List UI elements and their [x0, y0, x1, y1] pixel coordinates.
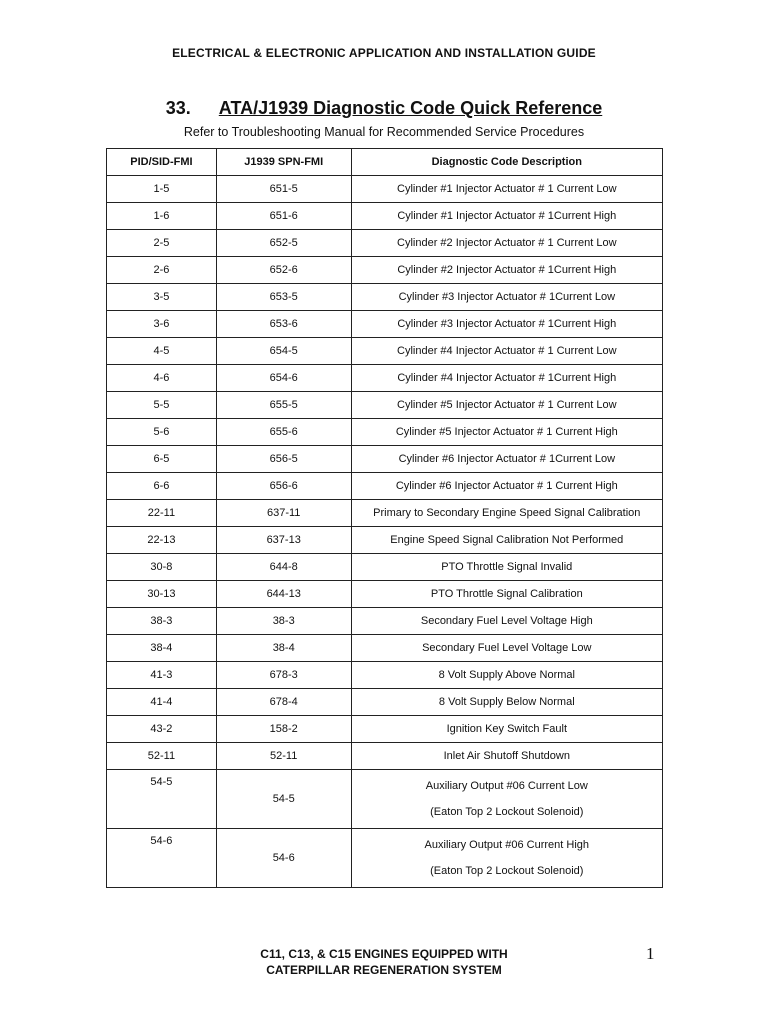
spn-cell: 652-6 [216, 257, 351, 284]
pid-cell: 1-5 [107, 176, 217, 203]
pid-cell: 22-13 [107, 527, 217, 554]
section-title-text: ATA/J1939 Diagnostic Code Quick Reference [218, 98, 603, 118]
description-cell: Cylinder #6 Injector Actuator # 1Current Low [351, 446, 662, 473]
table-row [107, 338, 663, 365]
description-cell: Cylinder #3 Injector Actuator # 1Current Low [351, 284, 662, 311]
footer-line-2: CATERPILLAR REGENERATION SYSTEM [266, 963, 502, 977]
table-row [107, 203, 663, 230]
table-row [107, 743, 663, 770]
description-cell: PTO Throttle Signal Calibration [351, 581, 662, 608]
spn-cell: 637-13 [216, 527, 351, 554]
page-number: 1 [646, 944, 655, 963]
table-row [107, 716, 663, 743]
description-note: (Eaton Top 2 Lockout Solenoid) [430, 806, 584, 818]
table-row [107, 419, 663, 446]
table-row [107, 311, 663, 338]
description-cell: Secondary Fuel Level Voltage Low [351, 635, 662, 662]
pid-cell: 2-5 [107, 230, 217, 257]
column-header-spn: J1939 SPN-FMI [216, 149, 351, 176]
table-row [107, 176, 663, 203]
table-row [107, 446, 663, 473]
description-cell: Cylinder #2 Injector Actuator # 1Current High [351, 257, 662, 284]
table-row [107, 554, 663, 581]
table-row [107, 527, 663, 554]
pid-cell: 4-6 [107, 365, 217, 392]
spn-cell: 644-13 [216, 581, 351, 608]
description-cell: Primary to Secondary Engine Speed Signal Calibration [351, 500, 662, 527]
description-cell: Cylinder #5 Injector Actuator # 1 Current High [351, 419, 662, 446]
pid-cell: 3-6 [107, 311, 217, 338]
table-row [107, 473, 663, 500]
section-title [0, 98, 768, 119]
table-row [107, 608, 663, 635]
pid-cell: 30-8 [107, 554, 217, 581]
description-cell: Engine Speed Signal Calibration Not Performed [351, 527, 662, 554]
table-row [107, 365, 663, 392]
description-cell: Cylinder #1 Injector Actuator # 1Current High [351, 203, 662, 230]
pid-cell: 52-11 [107, 743, 217, 770]
pid-cell: 41-3 [107, 662, 217, 689]
description-cell: Cylinder #4 Injector Actuator # 1 Current Low [351, 338, 662, 365]
table-row [107, 581, 663, 608]
spn-cell: 678-4 [216, 689, 351, 716]
table-row [107, 829, 663, 888]
spn-cell: 653-6 [216, 311, 351, 338]
spn-cell: 644-8 [216, 554, 351, 581]
table-row [107, 689, 663, 716]
table-header-row [107, 149, 663, 176]
pid-cell: 5-5 [107, 392, 217, 419]
pid-cell: 6-6 [107, 473, 217, 500]
description-cell: PTO Throttle Signal Invalid [351, 554, 662, 581]
description-cell: Cylinder #3 Injector Actuator # 1Current High [351, 311, 662, 338]
description-cell: Inlet Air Shutoff Shutdown [351, 743, 662, 770]
pid-cell: 3-5 [107, 284, 217, 311]
diagnostic-code-table [106, 148, 663, 888]
description-cell: Cylinder #2 Injector Actuator # 1 Current Low [351, 230, 662, 257]
table-row [107, 392, 663, 419]
description-cell: 8 Volt Supply Above Normal [351, 662, 662, 689]
description-line: Auxiliary Output #06 Current High [424, 839, 590, 851]
description-cell: 8 Volt Supply Below Normal [351, 689, 662, 716]
table-row [107, 500, 663, 527]
spn-cell: 654-6 [216, 365, 351, 392]
spn-cell: 651-6 [216, 203, 351, 230]
table-row [107, 257, 663, 284]
pid-cell: 54-6 [107, 829, 217, 888]
description-cell: Secondary Fuel Level Voltage High [351, 608, 662, 635]
pid-cell: 1-6 [107, 203, 217, 230]
pid-cell: 22-11 [107, 500, 217, 527]
spn-cell: 654-5 [216, 338, 351, 365]
spn-cell: 38-3 [216, 608, 351, 635]
document-header: ELECTRICAL & ELECTRONIC APPLICATION AND INSTALLATION GUIDE [172, 46, 596, 60]
spn-cell: 158-2 [216, 716, 351, 743]
table-row [107, 770, 663, 829]
spn-cell: 38-4 [216, 635, 351, 662]
table-row [107, 284, 663, 311]
description-cell: Cylinder #4 Injector Actuator # 1Current High [351, 365, 662, 392]
pid-cell: 38-3 [107, 608, 217, 635]
description-cell: Cylinder #5 Injector Actuator # 1 Current Low [351, 392, 662, 419]
pid-cell: 5-6 [107, 419, 217, 446]
column-header-pid: PID/SID-FMI [107, 149, 217, 176]
footer-line-1: C11, C13, & C15 ENGINES EQUIPPED WITH [260, 947, 508, 961]
description-cell: Ignition Key Switch Fault [351, 716, 662, 743]
spn-cell: 655-5 [216, 392, 351, 419]
spn-cell: 653-5 [216, 284, 351, 311]
pid-cell: 38-4 [107, 635, 217, 662]
description-note: (Eaton Top 2 Lockout Solenoid) [430, 865, 584, 877]
spn-cell: 678-3 [216, 662, 351, 689]
table-row [107, 230, 663, 257]
description-cell: Cylinder #6 Injector Actuator # 1 Current High [351, 473, 662, 500]
spn-cell: 656-6 [216, 473, 351, 500]
spn-cell: 652-5 [216, 230, 351, 257]
spn-cell: 54-5 [216, 770, 351, 829]
table-row [107, 635, 663, 662]
spn-cell: 651-5 [216, 176, 351, 203]
table-row [107, 662, 663, 689]
pid-cell: 2-6 [107, 257, 217, 284]
spn-cell: 637-11 [216, 500, 351, 527]
spn-cell: 54-6 [216, 829, 351, 888]
description-cell [351, 829, 662, 888]
pid-cell: 43-2 [107, 716, 217, 743]
section-subtitle: Refer to Troubleshooting Manual for Recommended Service Procedures [183, 125, 585, 139]
spn-cell: 655-6 [216, 419, 351, 446]
description-cell [351, 770, 662, 829]
spn-cell: 656-5 [216, 446, 351, 473]
description-line: Auxiliary Output #06 Current Low [425, 780, 588, 792]
column-header-description: Diagnostic Code Description [351, 149, 662, 176]
description-cell: Cylinder #1 Injector Actuator # 1 Current Low [351, 176, 662, 203]
pid-cell: 54-5 [107, 770, 217, 829]
pid-cell: 30-13 [107, 581, 217, 608]
spn-cell: 52-11 [216, 743, 351, 770]
section-number: 33. [165, 98, 191, 118]
pid-cell: 6-5 [107, 446, 217, 473]
pid-cell: 4-5 [107, 338, 217, 365]
pid-cell: 41-4 [107, 689, 217, 716]
